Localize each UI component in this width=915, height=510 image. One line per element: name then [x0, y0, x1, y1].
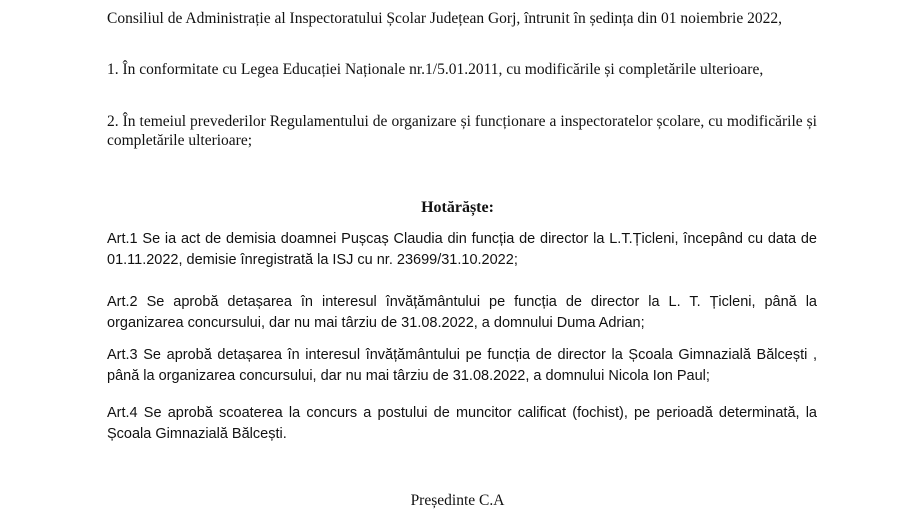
- article-3-paragraph: Art.3 Se aprobă detașarea în interesul învățământului pe funcția de director la Școala Gimnazială Bălcești , până la organizarea concursului, dar nu mai târziu de 31.08.2022, a domnului Nicola Ion Paul;: [107, 347, 817, 384]
- signature-title: Președinte C.A: [410, 492, 505, 509]
- article-2-paragraph: Art.2 Se aprobă detașarea în interesul învățământului pe funcția de director la L. T. Țicleni, până la organizarea concursului, dar nu mai târziu de 31.08.2022, a domnului Duma Adrian;: [107, 294, 817, 331]
- decision-heading: Hotărăște:: [421, 199, 494, 216]
- article-1-paragraph: Art.1 Se ia act de demisia doamnei Pușcaș Claudia din funcția de director la L.T.Țicleni, începând cu data de 01.11.2022, demisie înregistrată la ISJ cu nr. 23699/31.10.2022;: [107, 231, 817, 268]
- consideration-paragraph-1: 1. În conformitate cu Legea Educației Naționale nr.1/5.01.2011, cu modificările și completările ulterioare,: [107, 61, 764, 78]
- article-4-paragraph: Art.4 Se aprobă scoaterea la concurs a postului de muncitor calificat (fochist), pe perioadă determinată, la Școala Gimnazială Bălcești.: [107, 405, 817, 442]
- council-intro-paragraph: Consiliul de Administrație al Inspectoratului Școlar Județean Gorj, întrunit în ședința din 01 noiembrie 2022,: [107, 10, 782, 27]
- consideration-paragraph-2: 2. În temeiul prevederilor Regulamentului de organizare și funcționare a inspectoratelor școlare, cu modificările și completările ulterioare;: [107, 113, 817, 149]
